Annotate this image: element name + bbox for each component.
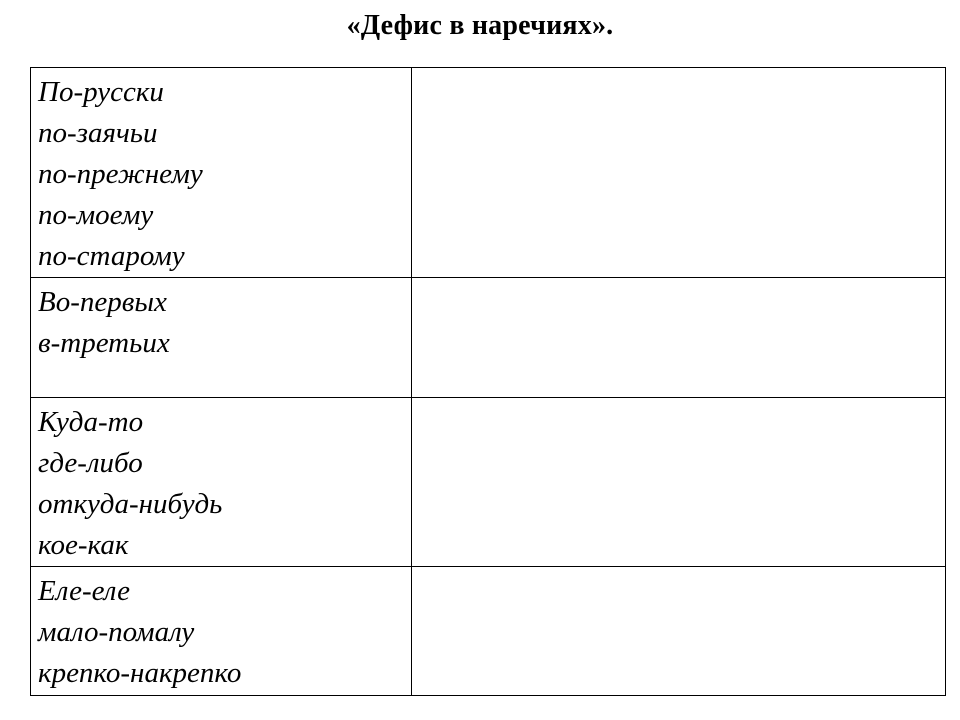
word-item: где-либо — [38, 447, 143, 479]
word-item: по-старому — [38, 240, 185, 272]
word-item: по-прежнему — [38, 158, 203, 190]
answer-cell[interactable] — [412, 398, 946, 567]
word-item: мало-помалу — [38, 616, 195, 648]
answer-cell[interactable] — [412, 278, 946, 398]
words-cell — [31, 567, 412, 696]
table-row — [31, 567, 946, 696]
word-item: по-заячьи — [38, 117, 158, 149]
word-item: крепко-накрепко — [38, 657, 242, 689]
word-item: Еле-еле — [38, 575, 130, 607]
word-item: По-русски — [38, 76, 164, 108]
word-item: кое-как — [38, 529, 129, 561]
word-item: по-моему — [38, 199, 154, 231]
words-cell — [31, 398, 412, 567]
word-item: Куда-то — [38, 406, 144, 438]
answer-cell[interactable] — [412, 567, 946, 696]
table-row — [31, 398, 946, 567]
table-row — [31, 278, 946, 398]
table-row — [31, 68, 946, 278]
word-item: откуда-нибудь — [38, 488, 223, 520]
page-title: «Дефис в наречиях». — [346, 10, 614, 41]
words-cell — [31, 278, 412, 398]
word-item: в-третьих — [38, 327, 170, 359]
words-cell — [31, 68, 412, 278]
word-item: Во-первых — [38, 286, 167, 318]
answer-cell[interactable] — [412, 68, 946, 278]
adverbs-table — [30, 67, 946, 696]
